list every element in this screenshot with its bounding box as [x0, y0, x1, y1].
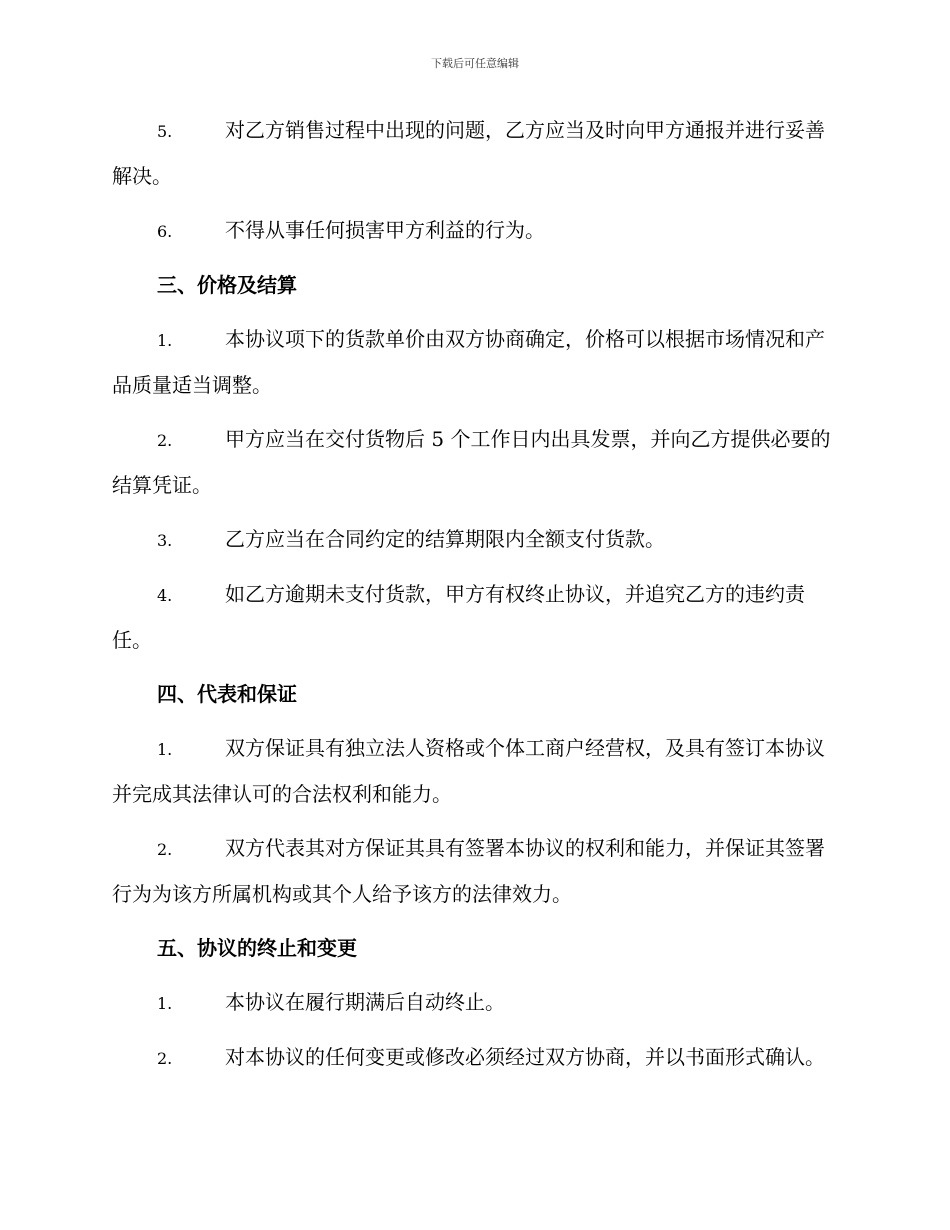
- clause-number: 2.: [157, 1049, 173, 1068]
- clause-text: 双方保证具有独立法人资格或个体工商户经营权，及具有签订本协议并完成其法律认可的合法权利和能力。: [112, 736, 825, 806]
- clause-5-1: [112, 980, 834, 1026]
- clause-text: 对乙方销售过程中出现的问题，乙方应当及时向甲方通报并进行妥善解决。: [112, 118, 825, 188]
- clause-text: 对本协议的任何变更或修改必须经过双方协商，并以书面形式确认。: [225, 1045, 825, 1069]
- clause-3-3: [112, 517, 834, 563]
- clause-text: 如乙方逾期未支付货款，甲方有权终止协议，并追究乙方的违约责任。: [112, 582, 805, 652]
- clause-3-4: [112, 572, 834, 663]
- clause-number: 6.: [157, 222, 173, 241]
- clause-3-2: [112, 417, 834, 508]
- clause-4-1: [112, 726, 834, 817]
- document-body: [112, 108, 834, 1090]
- clause-text: 本协议在履行期满后自动终止。: [225, 990, 505, 1014]
- clause-text: 不得从事任何损害甲方利益的行为。: [225, 218, 545, 242]
- clause-number: 1.: [157, 331, 173, 350]
- clause-number: 3.: [157, 531, 173, 550]
- section-heading-termination: 五、协议的终止和变更: [157, 936, 357, 960]
- section-heading-price-settlement: 三、价格及结算: [157, 273, 297, 297]
- clause-text: 乙方应当在合同约定的结算期限内全额支付货款。: [225, 527, 665, 551]
- clause-number: 5.: [157, 122, 173, 141]
- clause-text: 甲方应当在交付货物后 5 个工作日内出具发票，并向乙方提供必要的结算凭证。: [112, 427, 831, 497]
- clause-5-2: [112, 1035, 834, 1081]
- clause-number: 4.: [157, 586, 173, 605]
- clause-number: 1.: [157, 740, 173, 759]
- clause-text: 本协议项下的货款单价由双方协商确定，价格可以根据市场情况和产品质量适当调整。: [112, 327, 825, 397]
- clause-text: 双方代表其对方保证其具有签署本协议的权利和能力，并保证其签署行为为该方所属机构或其个人给予该方的法律效力。: [112, 836, 825, 906]
- section-heading-representations: 四、代表和保证: [157, 682, 297, 706]
- header-note: 下载后可任意编辑: [431, 57, 519, 70]
- clause-2-6: [112, 208, 834, 254]
- clause-number: 2.: [157, 840, 173, 859]
- clause-4-2: [112, 826, 834, 917]
- clause-number: 1.: [157, 994, 173, 1013]
- clause-2-5: [112, 108, 834, 199]
- clause-number: 2.: [157, 431, 173, 450]
- clause-3-1: [112, 317, 834, 408]
